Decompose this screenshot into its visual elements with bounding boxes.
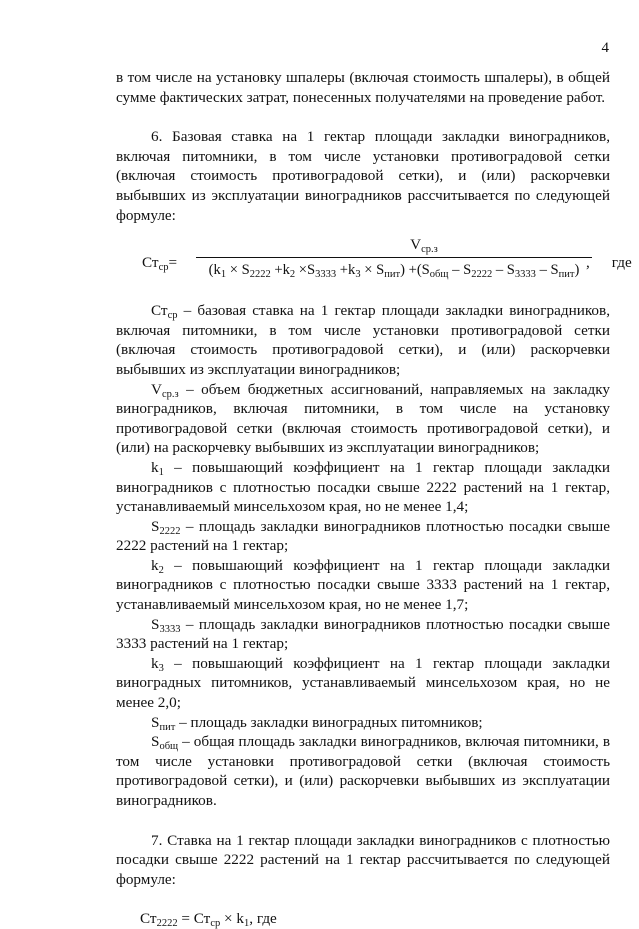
paragraph-intro: в том числе на установку шпалеры (включая стоимость шпалеры), в общей сумме фактических затрат, понесенных получателями на проведение работ. bbox=[116, 69, 610, 106]
fraction-line bbox=[196, 257, 592, 258]
formula-denominator: $(k_1 \times S_{2222} +k_2 \times S_{3333} +k_3 \times S_{пит}) +(S_{общ} - S_{2222} - S_{3333} - S_{пит})$ bbox=[208, 262, 580, 281]
definition-item: $S_{пит}$ – площадь закладки виноградных питомников; bbox=[151, 713, 483, 733]
document-body bbox=[116, 68, 632, 929]
formula-rate-2222: $Ст_{2222} = Ст_{ср} \times k_1$, где bbox=[140, 910, 277, 929]
definition-item: $S_{общ}$ – общая площадь закладки виноградников, включая питомники, в том числе установки противоградовой сетки (включая стоимость противоградовой сетки), и (или) раскорчевки выбывших из эксплуатации виноградников. bbox=[116, 733, 610, 809]
formula-lhs: $Ст_{ср}=$ bbox=[142, 254, 178, 274]
page-number: 4 bbox=[601, 40, 609, 56]
formula-fraction bbox=[196, 235, 592, 281]
definition-item: $S_{2222}$ – площадь закладки виноградников плотностью посадки свыше 2222 растений на 1 гектар; bbox=[116, 517, 610, 555]
formula-base-rate bbox=[116, 227, 632, 291]
definition-item: $S_{3333}$ – площадь закладки виноградников плотностью посадки свыше 3333 растений на 1 гектар; bbox=[116, 615, 610, 653]
definitions-list bbox=[116, 301, 610, 810]
definition-item: $k_2$ – повышающий коэффициент на 1 гектар площади закладки виноградников с плотностью посадки свыше 3333 растений на 1 гектар, устанавливаемый минсельхозом края, но не менее 1,7; bbox=[116, 556, 610, 614]
formula-tail: , где bbox=[586, 254, 632, 272]
paragraph-7: 7. Ставка на 1 гектар площади закладки виноградников с плотностью посадки свыше 2222 растений на 1 гектар рассчитывается по следующей формуле: bbox=[116, 831, 610, 888]
definition-item: $k_3$ – повышающий коэффициент на 1 гектар площади закладки виноградных питомников, устанавливаемый минсельхозом края, но не менее 2,0; bbox=[116, 654, 610, 712]
formula-numerator: $V_{ср.з}$ bbox=[410, 236, 438, 256]
definition-item: $Ст_{ср}$ – базовая ставка на 1 гектар площади закладки виноградников, включая питомники, в том числе установки противоградовой сетки (включая стоимость противоградовой сетки), и (или) раскорчевки выбывших из эксплуатации виноградников; bbox=[116, 302, 610, 378]
definition-item: $k_1$ – повышающий коэффициент на 1 гектар площади закладки виноградников с плотностью посадки свыше 2222 растений на 1 гектар, устанавливаемый минсельхозом края, но не менее 1,4; bbox=[116, 458, 610, 516]
paragraph-6: 6. Базовая ставка на 1 гектар площади закладки виноградников, включая питомники, в том числе установки противоградовой сетки (включая стоимость противоградовой сетки), и (или) раскорчевки выбывших из эксплуатации виноградников рассчитывается по следующей формуле: bbox=[116, 128, 610, 224]
definition-item: $V_{ср.з}$ – объем бюджетных ассигнований, направляемых на закладку виноградников, включая питомники, в том числе на установку противоградовой сетки (включая стоимость противоградовой сетки), и (или) на раскорчевку выбывших из эксплуатации виноградников; bbox=[116, 380, 610, 457]
